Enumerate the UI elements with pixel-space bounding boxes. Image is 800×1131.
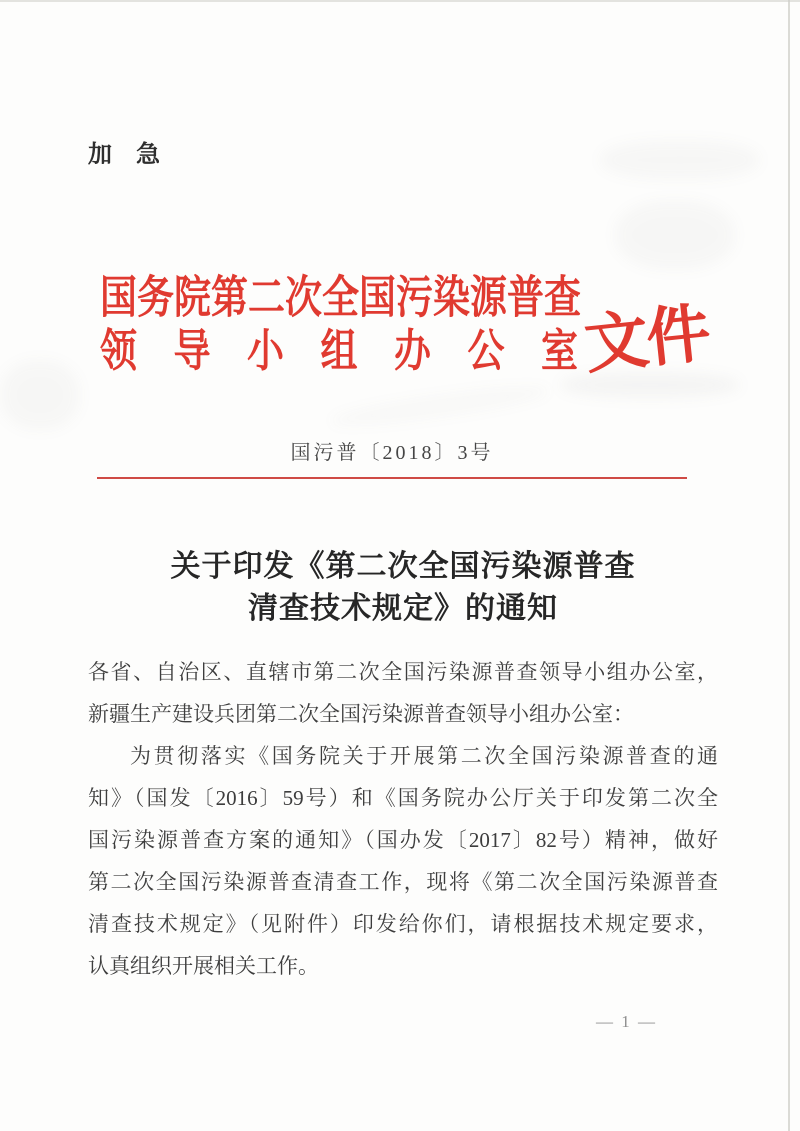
- document-title: [88, 546, 718, 630]
- document-title-line2: 清查技术规定》的通知: [248, 592, 558, 625]
- page-number: — 1 —: [596, 1012, 657, 1031]
- scan-edge-top: [0, 0, 800, 2]
- scan-artifact: [330, 380, 551, 432]
- document-title-line1: 关于印发《第二次全国污染源普查: [170, 550, 636, 583]
- agency-name-line2: 领导小组办公室: [100, 326, 578, 377]
- letterhead-doc-type: 文件: [581, 297, 712, 382]
- letterhead-agency-name: [100, 272, 581, 379]
- document-body: [88, 651, 718, 987]
- agency-name-line1: 国务院第二次全国污染源普查: [100, 273, 581, 324]
- body-text-line: 清查技术规定》（见附件）印发给你们，请根据技术规定要求，: [88, 912, 718, 936]
- letterhead-divider-rule: [97, 477, 687, 479]
- scan-edge-right: [788, 0, 790, 1131]
- urgency-label: 加 急: [88, 141, 160, 168]
- scan-artifact: [615, 200, 735, 270]
- body-text-line: 认真组织开展相关工作。: [88, 954, 319, 978]
- body-text-line: 知》（国发〔2016〕59号）和《国务院办公厅关于印发第二次全: [88, 786, 718, 810]
- body-text-line: 国污染源普查方案的通知》（国办发〔2017〕82号）精神，做好: [88, 828, 718, 852]
- body-text-line: 第二次全国污染源普查清查工作，现将《第二次全国污染源普查: [88, 870, 718, 894]
- document-number: 国污普〔2018〕3号: [290, 442, 494, 464]
- body-text-line: 新疆生产建设兵团第二次全国污染源普查领导小组办公室：: [88, 702, 634, 726]
- body-text-line: 各省、自治区、直辖市第二次全国污染源普查领导小组办公室，: [88, 660, 718, 684]
- body-text-line: 为贯彻落实《国务院关于开展第二次全国污染源普查的通: [130, 744, 718, 768]
- scan-artifact: [600, 140, 760, 180]
- scan-artifact: [0, 360, 80, 430]
